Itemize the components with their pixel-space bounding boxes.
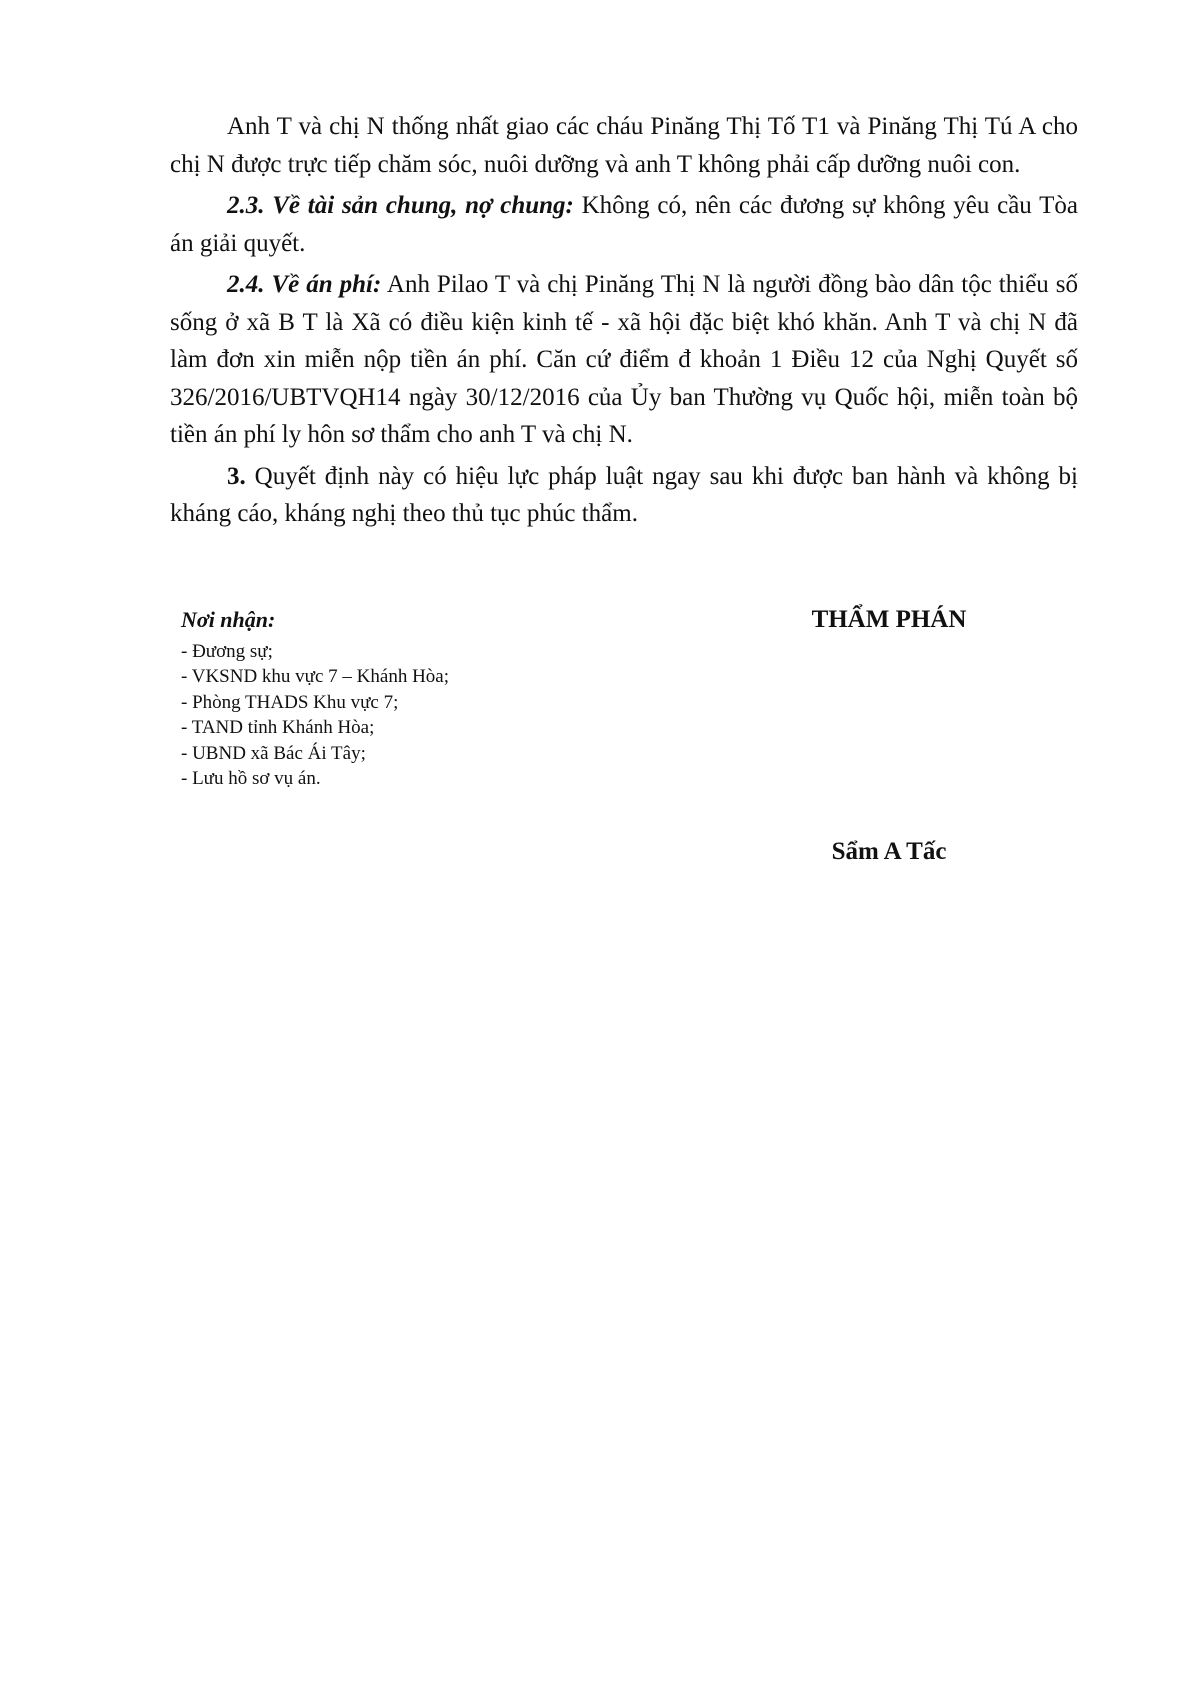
recipient-item: - TAND tỉnh Khánh Hòa; (181, 717, 375, 739)
paragraph-custody-text: Anh T và chị N thống nhất giao các cháu Pinăng Thị Tố T1 và Pinăng Thị Tú A cho chị N được trực tiếp chăm sóc, nuôi dưỡng và anh T không phải cấp dưỡng nuôi con. (170, 113, 1078, 178)
decision-body (170, 108, 1078, 537)
recipients-list (181, 639, 601, 791)
recipients-block (181, 605, 601, 791)
signature-block (700, 603, 1078, 637)
recipient-item: - Lưu hồ sơ vụ án. (181, 768, 321, 790)
paragraph-common-property-heading: 2.3. Về tài sản chung, nợ chung: (227, 192, 574, 219)
paragraph-common-property (170, 187, 1078, 262)
paragraph-court-fee (170, 266, 1078, 454)
recipients-title: Nơi nhận: (181, 607, 276, 632)
recipient-item: - Đương sự; (181, 641, 273, 662)
recipient-item: - UBND xã Bác Ái Tây; (181, 742, 366, 764)
paragraph-effect-heading: 3. (227, 462, 246, 490)
paragraph-court-fee-text: Anh Pilao T và chị Pinăng Thị N là người đồng bào dân tộc thiểu số sống ở xã B T là Xã có điều kiện kinh tế - xã hội đặc biệt khó khăn. Anh T và chị N đã làm đơn xin miễn nộp tiền án phí. Căn cứ điểm đ khoản 1 Điều 12 của Nghị Quyết số 326/2016/UBTVQH14 ngày 30/12/2016 của Ủy ban Thường vụ Quốc hội, miễn toàn bộ tiền án phí ly hôn sơ thẩm cho anh T và chị N. (170, 271, 1079, 448)
recipient-item: - Phòng THADS Khu vực 7; (181, 691, 399, 713)
recipient-item: - VKSND khu vực 7 – Khánh Hòa; (181, 666, 450, 688)
judge-name: Sẩm A Tấc (831, 838, 947, 865)
paragraph-custody (170, 108, 1078, 183)
paragraph-effect-text: Quyết định này có hiệu lực pháp luật ngay sau khi được ban hành và không bị kháng cáo, kháng nghị theo thủ tục phúc thẩm. (170, 462, 1078, 527)
paragraph-court-fee-heading: 2.4. Về án phí: (227, 271, 382, 298)
paragraph-common-property-text: Không có, nên các đương sự không yêu cầu Tòa án giải quyết. (170, 192, 1078, 257)
judge-title: THẨM PHÁN (811, 606, 967, 633)
paragraph-effect (170, 458, 1078, 533)
